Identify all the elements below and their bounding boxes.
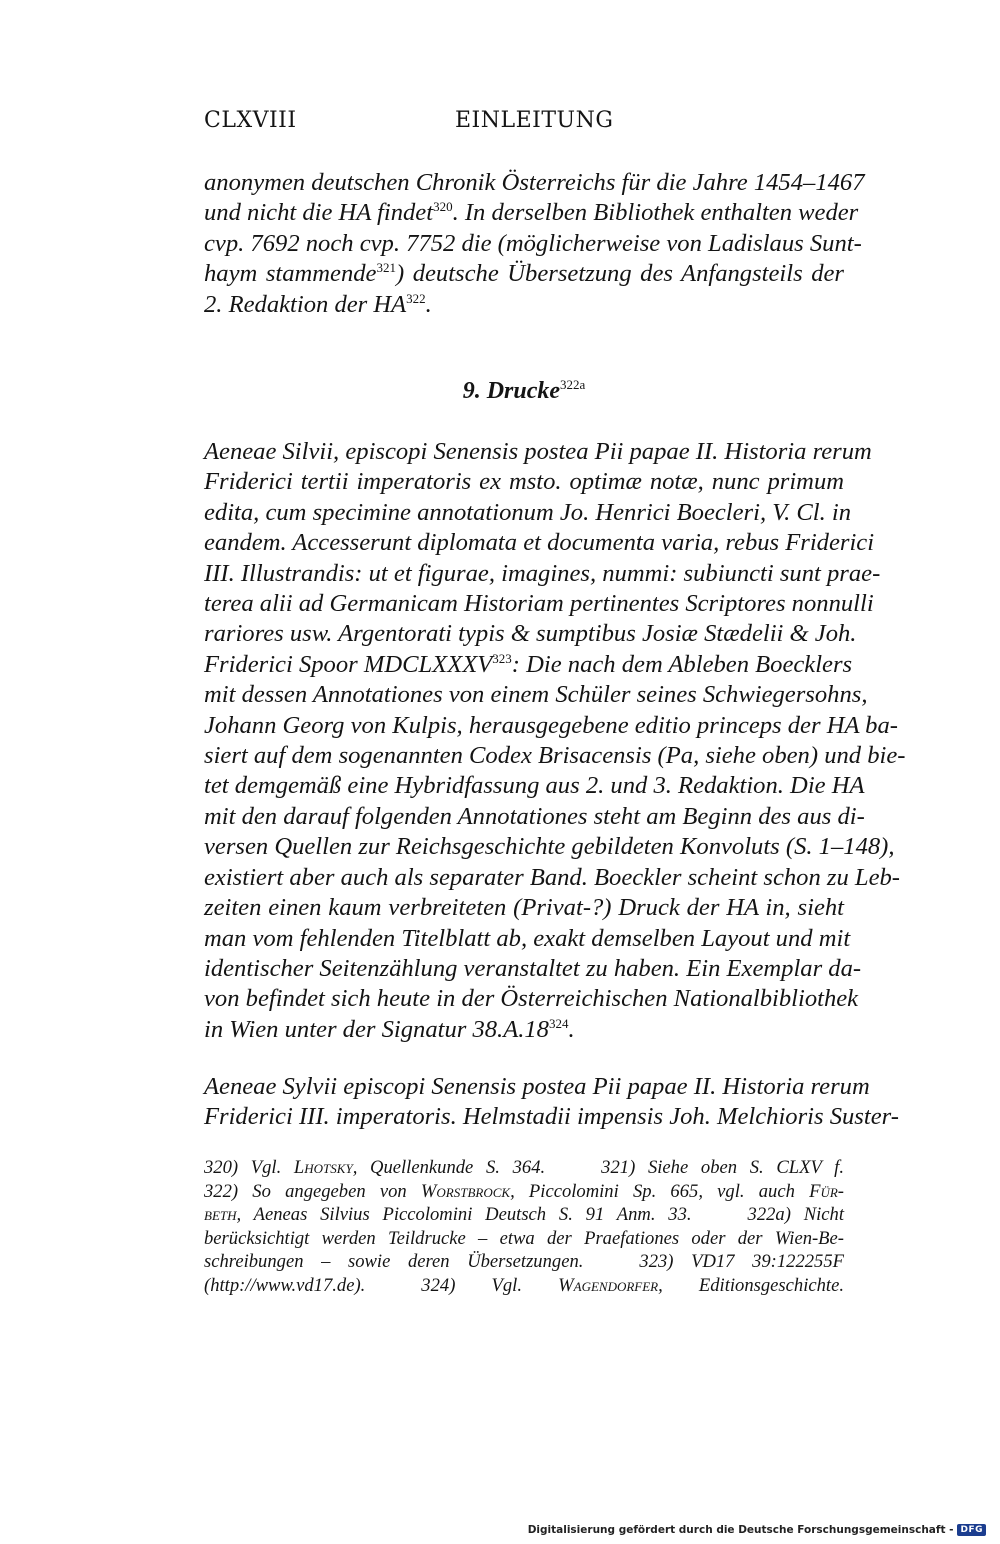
text-line: cvp. 7692 noch cvp. 7752 die (möglicherweise von Ladislaus Sunt- [204, 229, 862, 257]
dfg-logo-icon: DFG [957, 1524, 986, 1536]
running-head [204, 108, 844, 138]
funding-text: Digitalisierung gefördert durch die Deutsche Forschungsgemeinschaft - [527, 1524, 954, 1536]
section-title: 9. Drucke [462, 378, 561, 404]
text-line: man vom fehlenden Titelblatt ab, exakt demselben Layout und mit [204, 924, 851, 952]
footnote-line: (http://www.vd17.de). 324) Vgl. Wagendorfer, Editionsgeschichte. [204, 1274, 844, 1296]
footnote-line: schreibungen – sowie deren Übersetzungen. 323) VD17 39:122255F [204, 1251, 845, 1273]
footnote-line: beth, Aeneas Silvius Piccolomini Deutsch S. 91 Anm. 33. 322a) Nicht [204, 1204, 845, 1226]
text-line: mit dessen Annotationes von einem Schüler seines Schwiegersohns, [204, 681, 868, 709]
footnote-ref[interactable]: 324 [548, 1015, 569, 1031]
text-line: in Wien unter der Signatur $38.A.18^{324}$. [204, 1015, 575, 1043]
text-line: 2. Redaktion der HA$^{322}$. [204, 290, 432, 318]
text-line: existiert aber auch als separater Band. Boeckler scheint schon zu Leb- [204, 863, 900, 891]
text-line: rariores usw. Argentorati typis & sumptibus Josiæ Stædelii & Joh. [204, 620, 857, 648]
text-line: III. Illustrandis: ut et figurae, imagines, nummi: subiuncti sunt prae- [204, 559, 881, 587]
text-line: Friderici III. imperatoris. Helmstadii impensis Joh. Melchioris Suster- [204, 1103, 899, 1131]
text-line: versen Quellen zur Reichsgeschichte gebildeten Konvoluts (S. 1–148), [204, 833, 895, 861]
footnote-ref[interactable]: 322a [560, 377, 586, 392]
footnotes [204, 1156, 844, 1298]
text-line: von befindet sich heute in der Österreichischen Nationalbibliothek [204, 985, 859, 1013]
text-line: terea alii ad Germanicam Historiam pertinentes Scriptores nonnulli [204, 590, 874, 618]
text-line: siert auf dem sogenannten Codex Brisacensis (Pa, siehe oben) und bie- [204, 742, 906, 770]
footnote-ref[interactable]: 321 [376, 260, 396, 276]
text-line: edita, cum specimine annotationum Jo. Henrici Boecleri, V. Cl. in [204, 498, 852, 526]
text-line: mit den darauf folgenden Annotationes steht am Beginn des aus di- [204, 802, 865, 830]
text-line: und nicht die HA findet$^{320}$. In derselben Bibliothek enthalten weder [204, 199, 859, 227]
funding-footer [528, 1524, 986, 1536]
text-line: eandem. Accesserunt diplomata et documenta varia, rebus Friderici [204, 529, 875, 557]
running-title: EINLEITUNG [455, 108, 614, 133]
text-line: Friderici Spoor MDCLXXXV$^{323}$: Die nach dem Ableben Boecklers [204, 650, 853, 678]
text-line: tet demgemäß eine Hybridfassung aus 2. und 3. Redaktion. Die HA [204, 772, 865, 800]
text-line: Friderici tertii imperatoris ex msto. optimæ notæ, nunc primum [204, 468, 844, 496]
text-line: identischer Seitenzählung veranstaltet zu haben. Ein Exemplar da- [204, 954, 862, 982]
text-line: Johann Georg von Kulpis, herausgegebene editio princeps der HA ba- [204, 711, 898, 739]
footnote-ref[interactable]: 320 [433, 199, 453, 215]
page-number: CLXVIII [204, 108, 297, 133]
footnote-line: berücksichtigt werden Teildrucke – etwa der Praefationes oder der Wien-Be- [204, 1227, 844, 1249]
section-heading [204, 378, 844, 405]
text-line: zeiten einen kaum verbreiteten (Privat-?) Druck der HA in, sieht [204, 894, 844, 922]
paragraph-3 [204, 1072, 899, 1133]
text-line: haym stammende$^{321}$) deutsche Übersetzung des Anfangsteils der [204, 260, 844, 288]
paragraph-1 [204, 168, 865, 320]
footnote-ref[interactable]: 322 [406, 290, 426, 306]
text-line: anonymen deutschen Chronik Österreichs für die Jahre 1454–1467 [204, 169, 865, 196]
text-line: Aeneae Sylvii episcopi Senensis postea Pii papae II. Historia rerum [204, 1073, 870, 1100]
text-line: Aeneae Silvii, episcopi Senensis postea Pii papae II. Historia rerum [204, 438, 872, 465]
footnote-line: 322) So angegeben von Worstbrock, Piccolomini Sp. 665, vgl. auch Für- [204, 1180, 844, 1202]
footnote-line: 320) Vgl. Lhotsky, Quellenkunde S. 364. 321) Siehe oben S. CLXV f. [204, 1157, 844, 1178]
footnote-ref[interactable]: 323 [492, 650, 512, 666]
paragraph-2 [204, 437, 906, 1045]
